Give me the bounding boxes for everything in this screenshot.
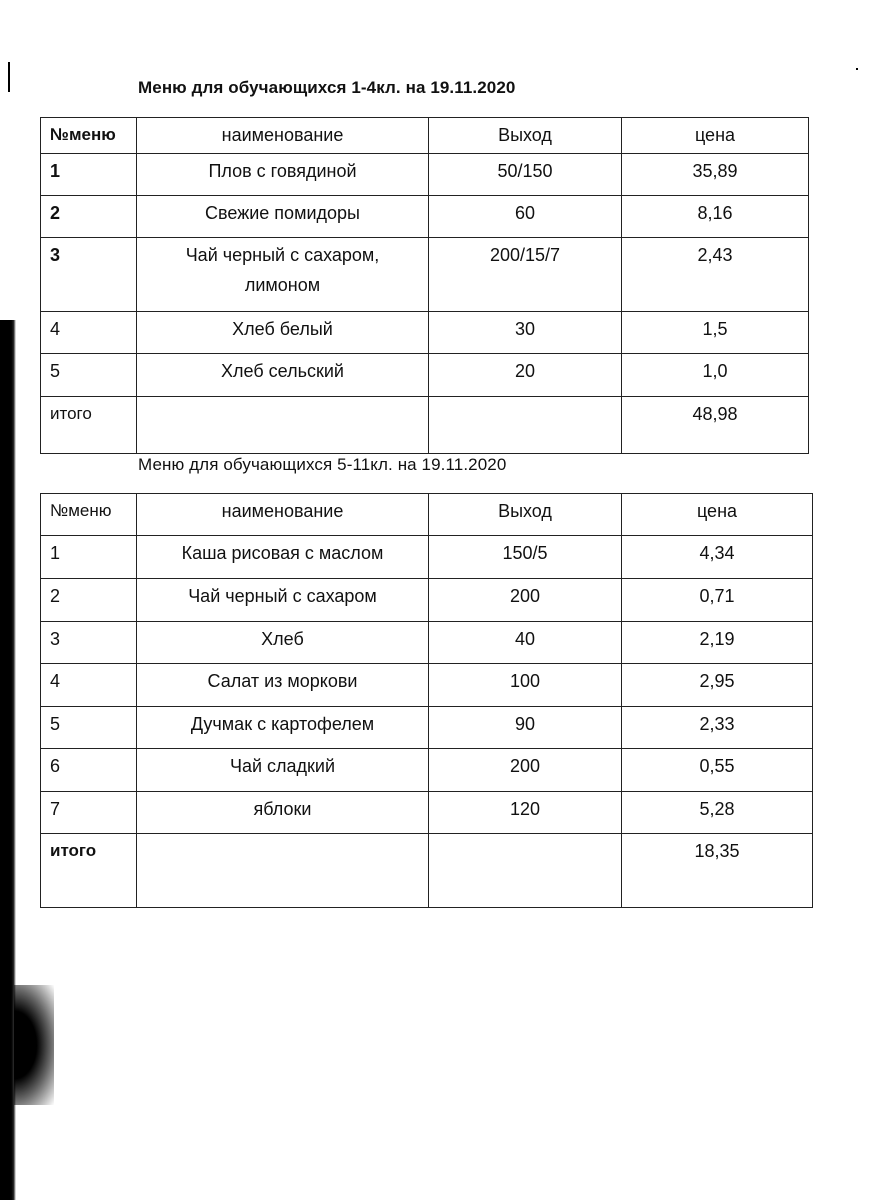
menu-5-11-table <box>40 493 813 908</box>
row-name: Дучмак с картофелем <box>137 707 429 749</box>
header-price: цена <box>622 494 813 536</box>
table-row <box>41 238 809 312</box>
row-yield: 200/15/7 <box>429 238 622 312</box>
row-price: 2,33 <box>622 707 813 749</box>
row-price: 2,19 <box>622 622 813 664</box>
row-name: Хлеб белый <box>137 312 429 354</box>
table-row <box>41 579 813 622</box>
row-price: 0,55 <box>622 749 813 792</box>
row-name: Плов с говядиной <box>137 154 429 196</box>
row-yield: 120 <box>429 792 622 834</box>
row-yield: 100 <box>429 664 622 707</box>
row-name <box>137 238 429 312</box>
row-num: 4 <box>41 664 137 707</box>
row-price: 0,71 <box>622 579 813 622</box>
row-name: Чай черный с сахаром <box>137 579 429 622</box>
row-yield: 200 <box>429 749 622 792</box>
row-name: Хлеб <box>137 622 429 664</box>
row-yield: 90 <box>429 707 622 749</box>
header-price: цена <box>622 118 809 154</box>
row-num: 3 <box>41 238 137 312</box>
row-name: Салат из моркови <box>137 664 429 707</box>
total-price: 48,98 <box>622 397 809 454</box>
row-num: 4 <box>41 312 137 354</box>
header-num: №меню <box>41 118 137 154</box>
menu-1-4-title: Меню для обучающихся 1-4кл. на 19.11.2020 <box>138 78 516 97</box>
menu-5-11-title: Меню для обучающихся 5-11кл. на 19.11.2020 <box>138 455 507 474</box>
row-price: 2,95 <box>622 664 813 707</box>
row-name: Каша рисовая с маслом <box>137 536 429 579</box>
table-row <box>41 154 809 196</box>
header-name: наименование <box>137 118 429 154</box>
row-name: Свежие помидоры <box>137 196 429 238</box>
row-price: 35,89 <box>622 154 809 196</box>
total-price: 18,35 <box>622 834 813 908</box>
row-num: 5 <box>41 707 137 749</box>
row-name: Хлеб сельский <box>137 354 429 397</box>
row-price: 2,43 <box>622 238 809 312</box>
total-empty-yield <box>429 397 622 454</box>
table-total-row <box>41 834 813 908</box>
table-row <box>41 354 809 397</box>
row-num: 3 <box>41 622 137 664</box>
table-row <box>41 749 813 792</box>
row-price: 8,16 <box>622 196 809 238</box>
table-row <box>41 664 813 707</box>
row-name: яблоки <box>137 792 429 834</box>
total-empty-name <box>137 834 429 908</box>
row-yield: 30 <box>429 312 622 354</box>
row-price: 1,0 <box>622 354 809 397</box>
row-yield: 150/5 <box>429 536 622 579</box>
table-row <box>41 622 813 664</box>
table-row <box>41 707 813 749</box>
row-yield: 40 <box>429 622 622 664</box>
table-total-row <box>41 397 809 454</box>
row-num: 1 <box>41 536 137 579</box>
row-num: 5 <box>41 354 137 397</box>
row-yield: 50/150 <box>429 154 622 196</box>
row-yield: 60 <box>429 196 622 238</box>
table-header-row <box>41 494 813 536</box>
row-price: 1,5 <box>622 312 809 354</box>
row-price: 4,34 <box>622 536 813 579</box>
table-header-row <box>41 118 809 154</box>
row-price: 5,28 <box>622 792 813 834</box>
row-num: 7 <box>41 792 137 834</box>
row-num: 2 <box>41 196 137 238</box>
header-name: наименование <box>137 494 429 536</box>
scan-mark <box>8 62 10 92</box>
table-row <box>41 196 809 238</box>
row-num: 2 <box>41 579 137 622</box>
total-empty-yield <box>429 834 622 908</box>
table-row <box>41 312 809 354</box>
header-yield: Выход <box>429 118 622 154</box>
row-num: 6 <box>41 749 137 792</box>
total-label: итого <box>41 397 137 454</box>
menu-1-4-table <box>40 117 809 454</box>
row-name-line-2: лимоном <box>244 275 321 295</box>
table-row <box>41 792 813 834</box>
scan-blob-artifact <box>14 985 54 1105</box>
row-yield: 20 <box>429 354 622 397</box>
total-label: итого <box>41 834 137 908</box>
scan-dot <box>856 68 858 70</box>
row-yield: 200 <box>429 579 622 622</box>
row-name-line-1: Чай черный с сахаром, <box>185 245 380 265</box>
row-name: Чай сладкий <box>137 749 429 792</box>
total-empty-name <box>137 397 429 454</box>
header-yield: Выход <box>429 494 622 536</box>
header-num: №меню <box>41 494 137 536</box>
table-row <box>41 536 813 579</box>
row-num: 1 <box>41 154 137 196</box>
